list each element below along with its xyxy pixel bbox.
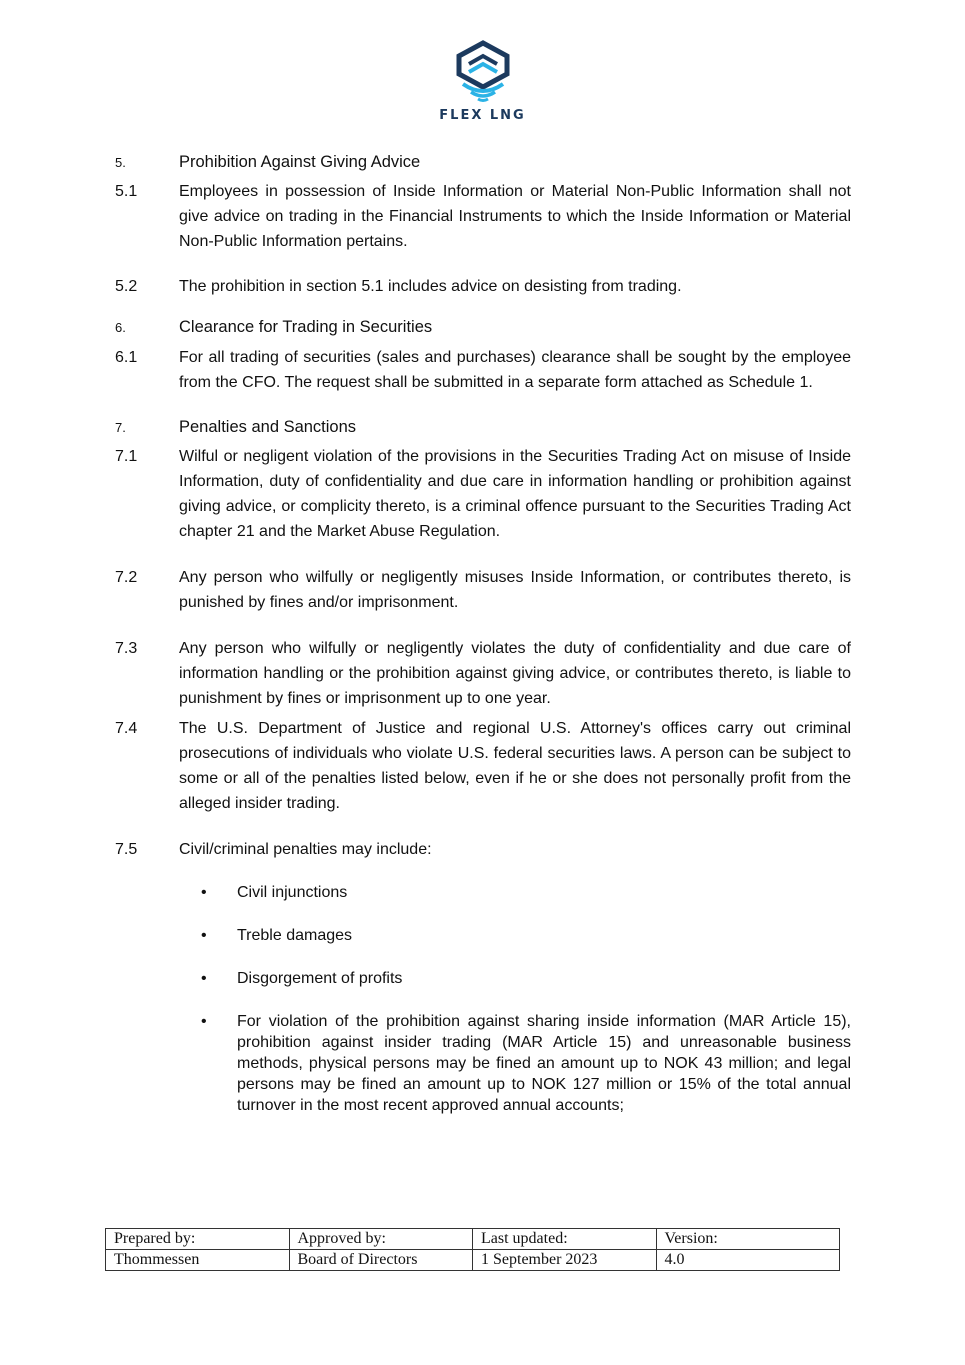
- paragraph: [115, 636, 851, 711]
- paragraph: [115, 565, 851, 615]
- section-heading: [115, 415, 851, 440]
- footer-header-cell: Approved by:: [289, 1229, 473, 1250]
- footer-value-cell: 1 September 2023: [473, 1250, 657, 1271]
- paragraph: [115, 837, 851, 862]
- paragraph-number: 5.1: [115, 183, 138, 200]
- paragraph-number: 7.4: [115, 720, 138, 737]
- list-item: [201, 968, 851, 989]
- list-item-text: For violation of the prohibition against sharing inside information (MAR Article 15), prohibition against insider trading (MAR Article 15) and unreasonable business methods, physical persons may be fined an amount up to NOK 43 million; and legal persons may be fined an amount up to NOK 127 million or 15% of the total annual turnover in the most recent approved annual accounts;: [237, 1013, 851, 1114]
- list-item-text: Civil injunctions: [237, 884, 348, 901]
- list-item: [201, 882, 851, 903]
- bullet-icon: •: [201, 970, 207, 987]
- section-number: 5.: [115, 155, 126, 170]
- paragraph-text: The U.S. Department of Justice and regional U.S. Attorney's offices carry out criminal prosecutions of individuals who violate U.S. federal securities laws. A person can be subject to some or all of the penalties listed below, even if he or she does not personally profit from the alleged insider trading.: [179, 720, 851, 812]
- list-item: [201, 1011, 851, 1116]
- bullet-icon: •: [201, 927, 207, 944]
- paragraph-text: For all trading of securities (sales and purchases) clearance shall be sought by the employee from the CFO. The request shall be submitted in a separate form attached as Schedule 1.: [179, 349, 851, 391]
- footer-header-cell: Last updated:: [473, 1229, 657, 1250]
- list-item-text: Treble damages: [237, 927, 353, 944]
- paragraph: [115, 444, 851, 544]
- paragraph-number: 7.3: [115, 640, 138, 657]
- paragraph: [115, 179, 851, 254]
- list-item: [201, 925, 851, 946]
- paragraph-text: Any person who wilfully or negligently misuses Inside Information, or contributes thereto, is punished by fines and/or imprisonment.: [179, 569, 851, 611]
- section-number: 7.: [115, 420, 126, 435]
- paragraph: [115, 274, 851, 299]
- footer-value-row: [106, 1250, 840, 1271]
- paragraph-number: 7.1: [115, 448, 138, 465]
- paragraph-text: Wilful or negligent violation of the provisions in the Securities Trading Act on misuse of Inside Information, duty of confidentiality and due care in information handling or prohibition against giving advice, or complicity thereto, is a criminal offence pursuant to the Securities Trading Act chapter 21 and the Market Abuse Regulation.: [179, 448, 851, 540]
- footer-value-cell: Thommessen: [106, 1250, 290, 1271]
- section-heading: [115, 150, 851, 175]
- paragraph-text: Employees in possession of Inside Information or Material Non-Public Information shall not give advice on trading in the Financial Instruments to which the Inside Information or Material Non-Public Information pertains.: [179, 183, 851, 250]
- document-body: [115, 150, 851, 1138]
- section-number: 6.: [115, 320, 126, 335]
- company-logo: [0, 40, 965, 123]
- paragraph-number: 6.1: [115, 349, 138, 366]
- paragraph-text: Any person who wilfully or negligently violates the duty of confidentiality and due care of information handling or the prohibition against giving advice, or contributes thereto, is liable to punishment by fines or imprisonment up to one year.: [179, 640, 851, 707]
- paragraph-number: 7.5: [115, 841, 138, 858]
- flex-lng-logo-icon: [455, 40, 511, 104]
- footer-header-cell: Prepared by:: [106, 1229, 290, 1250]
- paragraph-text: Civil/criminal penalties may include:: [179, 841, 432, 858]
- bullet-icon: •: [201, 884, 207, 901]
- paragraph: [115, 716, 851, 816]
- document-footer-table: [105, 1228, 840, 1271]
- paragraph: [115, 345, 851, 395]
- footer-header-cell: Version:: [656, 1229, 840, 1250]
- section-title: Penalties and Sanctions: [179, 418, 357, 436]
- paragraph-number: 5.2: [115, 278, 138, 295]
- paragraph-number: 7.2: [115, 569, 138, 586]
- paragraph-text: The prohibition in section 5.1 includes advice on desisting from trading.: [179, 278, 682, 295]
- footer-value-cell: 4.0: [656, 1250, 840, 1271]
- logo-text: FLEX LNG: [439, 108, 526, 123]
- bullet-icon: •: [201, 1013, 207, 1030]
- penalties-list: [201, 882, 851, 1116]
- section-heading: [115, 315, 851, 340]
- footer-value-cell: Board of Directors: [289, 1250, 473, 1271]
- list-item-text: Disgorgement of profits: [237, 970, 403, 987]
- section-title: Clearance for Trading in Securities: [179, 318, 433, 336]
- footer-header-row: [106, 1229, 840, 1250]
- section-title: Prohibition Against Giving Advice: [179, 153, 421, 171]
